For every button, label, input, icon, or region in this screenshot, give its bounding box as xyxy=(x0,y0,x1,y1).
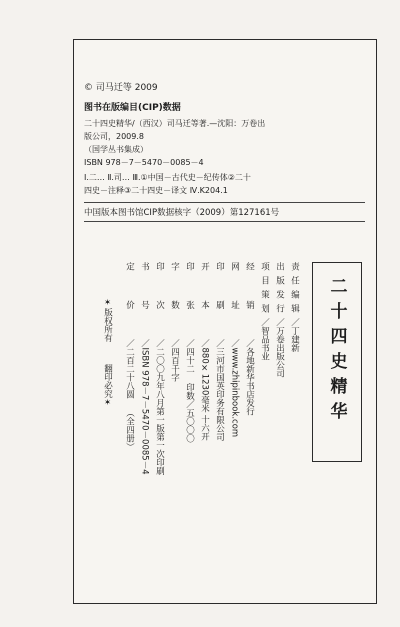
colophon-value: www.zhipinbook.com xyxy=(229,347,240,438)
colophon-value: ISBN 978－7－5470－0085－4 xyxy=(139,347,150,475)
rights-reserved-text: 版权所有 xyxy=(102,308,113,342)
book-title: 二十四史精华 xyxy=(326,277,347,427)
colophon-label: 项目策划 xyxy=(259,262,270,318)
cip-line: Ⅰ.二… Ⅱ.司… Ⅲ.①中国－古代史－纪传体②二十 xyxy=(84,173,251,182)
rights-notice: ✶版权所有翻印必究✶ xyxy=(102,298,113,408)
colophon-value: 各地新华书店发行 xyxy=(244,347,255,416)
colophon-value: 四十二 印数／五〇〇〇 xyxy=(184,347,195,443)
colophon-label: 责任编辑 xyxy=(289,262,300,318)
book-title-box xyxy=(312,262,362,462)
copyright-line: © 司马迁等 2009 xyxy=(84,83,158,93)
colophon-label: 字数 xyxy=(169,262,180,339)
colophon-label: 书号 xyxy=(139,262,150,339)
cip-footer: 中国版本图书馆CIP数据核字（2009）第127161号 xyxy=(84,208,280,218)
colophon-item: 印刷／三河市国英印务有限公司 xyxy=(214,262,225,441)
colophon-item: 开本／880×1230毫米 十六开 xyxy=(199,262,210,441)
cip-line: ISBN 978－7－5470－0085－4 xyxy=(84,158,204,167)
colophon-value: 二〇〇九年八月第一版第一次印刷 xyxy=(154,347,165,475)
colophon-label: 定价 xyxy=(124,262,135,339)
cip-line: （国学丛书集成） xyxy=(84,145,148,154)
colophon-item: 网址／www.zhipinbook.com xyxy=(229,262,240,438)
colophon-label: 经销 xyxy=(244,262,255,339)
colophon-item: 责任编辑／丁建新 xyxy=(289,262,300,352)
colophon-value: 880×1230毫米 十六开 xyxy=(199,347,210,441)
colophon-item: 经销／各地新华书店发行 xyxy=(244,262,255,416)
colophon-label: 开本 xyxy=(199,262,210,339)
colophon-label: 印次 xyxy=(154,262,165,339)
colophon-value: 丁建新 xyxy=(289,326,300,352)
colophon-value: 四百千字 xyxy=(169,347,180,382)
cip-title: 图书在版编目(CIP)数据 xyxy=(84,103,181,113)
colophon-item: 书号／ISBN 978－7－5470－0085－4 xyxy=(139,262,150,475)
colophon-value: 万卷出版公司 xyxy=(274,326,285,378)
colophon-item: 印次／二〇〇九年八月第一版第一次印刷 xyxy=(154,262,165,475)
colophon-item: 项目策划／智品书业 xyxy=(259,262,270,361)
colophon-label: 印刷 xyxy=(214,262,225,339)
colophon-label: 出版发行 xyxy=(274,262,285,318)
colophon-value: 智品书业 xyxy=(259,326,270,361)
cip-divider xyxy=(84,202,365,203)
colophon-item: 出版发行／万卷出版公司 xyxy=(274,262,285,378)
cip-line: 二十四史精华/（西汉）司马迁等著.—沈阳：万卷出 xyxy=(84,119,266,128)
colophon-item: 印张／四十二 印数／五〇〇〇 xyxy=(184,262,195,443)
colophon-item: 字数／四百千字 xyxy=(169,262,180,382)
cip-divider xyxy=(84,221,365,222)
colophon-label: 印张 xyxy=(184,262,195,339)
colophon-value: 三河市国英印务有限公司 xyxy=(214,347,225,441)
cip-line: 四史－注释③二十四史－译文 Ⅳ.K204.1 xyxy=(84,186,228,195)
colophon-label: 网址 xyxy=(229,262,240,339)
colophon-value: 二百二十八圆 （全四册） xyxy=(124,347,135,451)
colophon-item: 定价／二百二十八圆 （全四册） xyxy=(124,262,135,451)
cip-line: 版公司，2009.8 xyxy=(84,132,144,141)
anti-piracy-text: 翻印必究 xyxy=(102,364,113,398)
